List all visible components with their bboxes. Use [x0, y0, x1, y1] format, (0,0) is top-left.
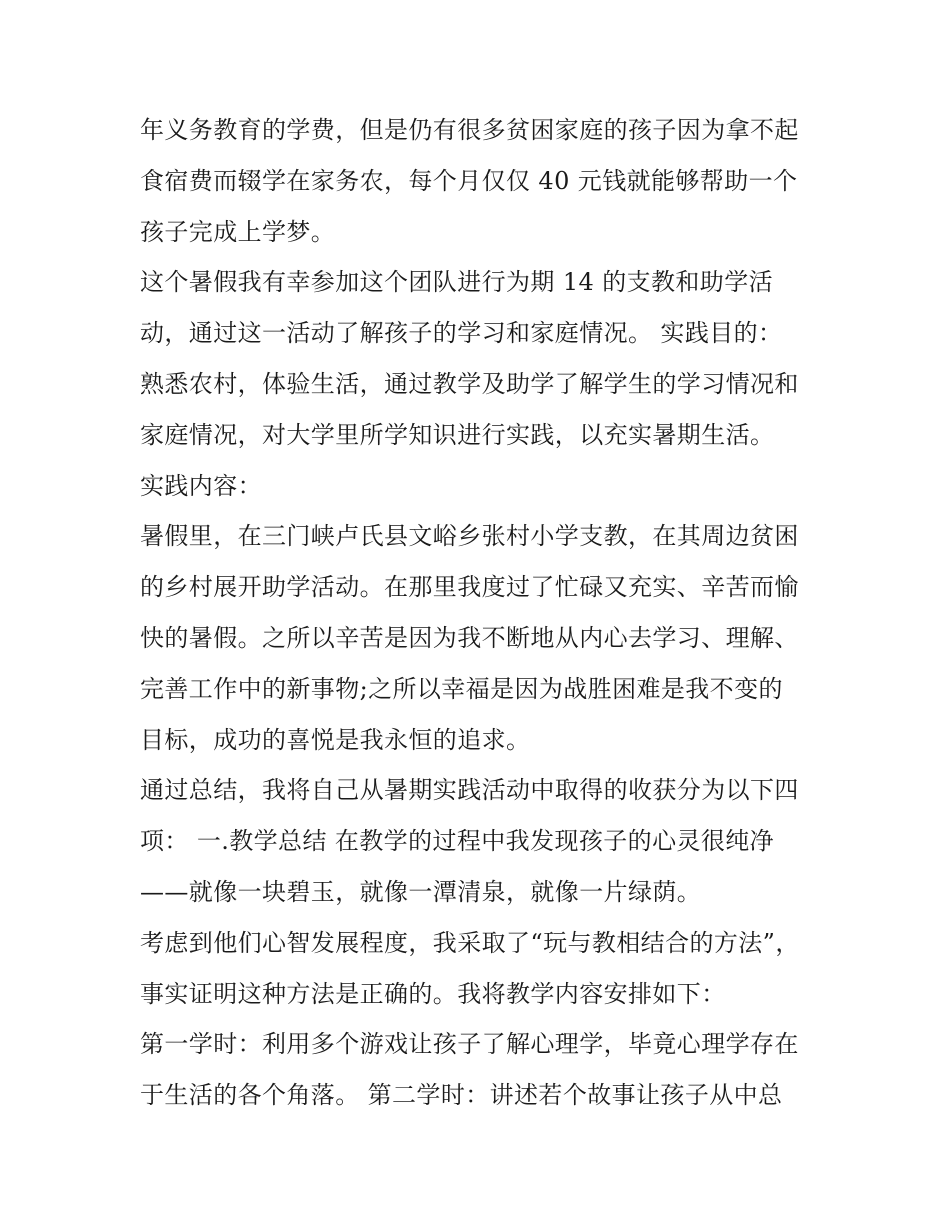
text-line: 通过总结，我将自己从暑期实践活动中取得的收获分为以下四	[140, 776, 799, 805]
text-line: 第一学时：利用多个游戏让孩子了解心理学，毕竟心理学存在	[140, 1030, 799, 1059]
text-line: 年义务教育的学费，但是仍有很多贫困家庭的孩子因为拿不起	[140, 116, 799, 144]
text-line: 家庭情况，对大学里所学知识进行实践，以充实暑期生活。	[140, 420, 775, 449]
text-line: 快的暑假。之所以辛苦是因为我不断地从内心去学习、理解、	[140, 623, 799, 652]
text-line: 暑假里，在三门峡卢氏县文峪乡张村小学支教，在其周边贫困	[140, 522, 799, 551]
text-line: 这个暑假我有幸参加这个团队进行为期 14 的支教和助学活	[140, 268, 773, 297]
document-body	[140, 105, 830, 1121]
text-line: 于生活的各个角落。 第二学时：讲述若个故事让孩子从中总	[140, 1081, 783, 1110]
text-line: 目标，成功的喜悦是我永恒的追求。	[140, 725, 531, 754]
text-line: 熟悉农村，体验生活，通过教学及助学了解学生的学习情况和	[140, 369, 799, 398]
section-heading: 实践内容：	[140, 471, 262, 500]
text-line: 动，通过这一活动了解孩子的学习和家庭情况。 实践目的：	[140, 319, 783, 348]
text-line: 项： 一.教学总结 在教学的过程中我发现孩子的心灵很纯净	[140, 827, 775, 856]
text-line: 完善工作中的新事物;之所以幸福是因为战胜困难是我不变的	[140, 674, 783, 703]
text-line: 孩子完成上学梦。	[140, 217, 336, 246]
text-line: 食宿费而辍学在家务农，每个月仅仅 40 元钱就能够帮助一个	[140, 166, 798, 195]
text-line: 考虑到他们心智发展程度，我采取了“玩与教相结合的方法”，	[140, 928, 800, 957]
text-line: 事实证明这种方法是正确的。我将教学内容安排如下：	[140, 979, 726, 1008]
text-line: 的乡村展开助学活动。在那里我度过了忙碌又充实、辛苦而愉	[140, 573, 799, 602]
text-line: ——就像一块碧玉，就像一潭清泉，就像一片绿荫。	[140, 877, 702, 906]
